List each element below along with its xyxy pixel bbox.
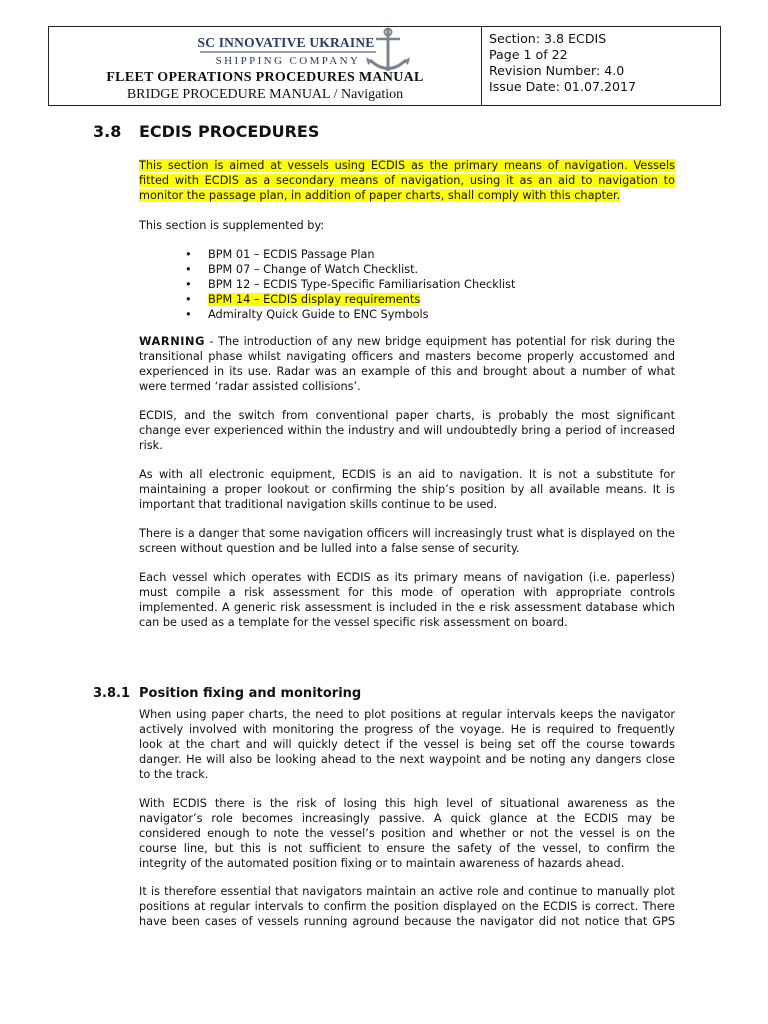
intro-line: This section is aimed at vessels using ECDIS as the primary means of navigation. Vessels [139,159,675,172]
manual-title: FLEET OPERATIONS PROCEDURES MANUAL [106,70,424,85]
subsection-title: Position fixing and monitoring [139,686,362,701]
warning-paragraph: WARNING - The introduction of any new bridge equipment has potential for risk during the transitional phase whilst navigating officers and masters become properly accustomed and experienced in its use. Radar was an example of this and brought about a number of what were termed ‘radar assisted collisions’. [139,335,675,393]
list-item: • BPM 12 – ECDIS Type-Specific Familiarisation Checklist [185,278,516,291]
danger-paragraph: There is a danger that some navigation officers will increasingly trust what is displayed on the screen without question and be lulled into a false sense of security. [139,527,675,555]
electronic-equipment-paragraph: As with all electronic equipment, ECDIS is an aid to navigation. It is not a substitute for maintaining a proper lookout or confirming the ship’s position by all available means. It is important that traditional navigation skills continue to be used. [139,468,675,511]
header-right-cell [489,31,636,95]
subsection-number: 3.8.1 [93,686,131,701]
company-name: SC INNOVATIVE UKRAINE [197,35,375,50]
header-left-cell [49,27,481,105]
subsection-heading [93,686,361,701]
list-item: • BPM 07 – Change of Watch Checklist. [185,263,419,276]
section-heading [93,122,319,141]
page-number: Page 1 of 22 [489,47,568,62]
paper-charts-paragraph: When using paper charts, the need to plot positions at regular intervals keeps the navigator actively involved with monitoring the progress of the voyage. He is required to frequently look at the chart and will quickly detect if the vessel is being set off the course towards danger. He will also be looking ahead to the next waypoint and be noting any dangers close to the track. [139,708,675,781]
bullet-dot: • [185,278,192,291]
manual-subtitle: BRIDGE PROCEDURE MANUAL / Navigation [126,87,404,102]
company-subtitle: SHIPPING COMPANY [215,55,361,67]
bullet-dot: • [185,248,192,261]
bullet-dot: • [185,293,192,306]
document-header [48,26,721,106]
header-divider [481,27,482,105]
section-title: ECDIS PROCEDURES [139,122,320,141]
revision-number: Revision Number: 4.0 [489,63,625,78]
list-item [185,292,515,307]
situational-awareness-paragraph: With ECDIS there is the risk of losing this high level of situational awareness as the navigator’s role becomes increasingly passive. A quick glance at the ECDIS may be considered enough to note the vessel’s position and whether or not the vessel is on the course line, but this is not sufficient to ensure the safety of the vessel, to confirm the integrity of the automated position fixing or to maintain awareness of hazards ahead. [139,797,675,870]
supplemented-text: This section is supplemented by: [139,219,325,232]
intro-line: monitor the passage plan, in addition of paper charts, shall comply with this chapter. [139,189,621,202]
bullet-dot: • [185,308,192,321]
warning-label: WARNING [139,335,205,348]
section-number: 3.8 [93,122,122,141]
list-item: • Admiralty Quick Guide to ENC Symbols [185,308,429,321]
bullet-dot: • [185,263,192,276]
supplement-list [185,247,515,322]
risk-assessment-paragraph: Each vessel which operates with ECDIS as its primary means of navigation (i.e. paperless) must compile a risk assessment for this mode of operation with appropriate controls implemented. A generic risk assessment is included in the e risk assessment database which can be used as a template for the vessel specific risk assessment on board. [139,571,675,629]
highlighted-item-text: BPM 14 – ECDIS display requirements [208,293,421,306]
ecdis-paragraph: ECDIS, and the switch from conventional paper charts, is probably the most significant change ever experienced within the industry and will undoubtedly bring a period of increased risk. [139,409,675,452]
intro-paragraph [139,158,675,203]
issue-date: Issue Date: 01.07.2017 [489,79,637,94]
section-label: Section: 3.8 ECDIS [489,31,607,46]
manual-plot-paragraph: It is therefore essential that navigators maintain an active role and continue to manually plot positions at regular intervals to confirm the position displayed on the ECDIS is correct. There have been cases of vessels running aground because the navigator did not notice that GPS [139,885,675,928]
intro-line: fitted with ECDIS as a secondary means of navigation, using it as an aid to navigation to [139,174,675,187]
list-item: • BPM 01 – ECDIS Passage Plan [185,248,375,261]
